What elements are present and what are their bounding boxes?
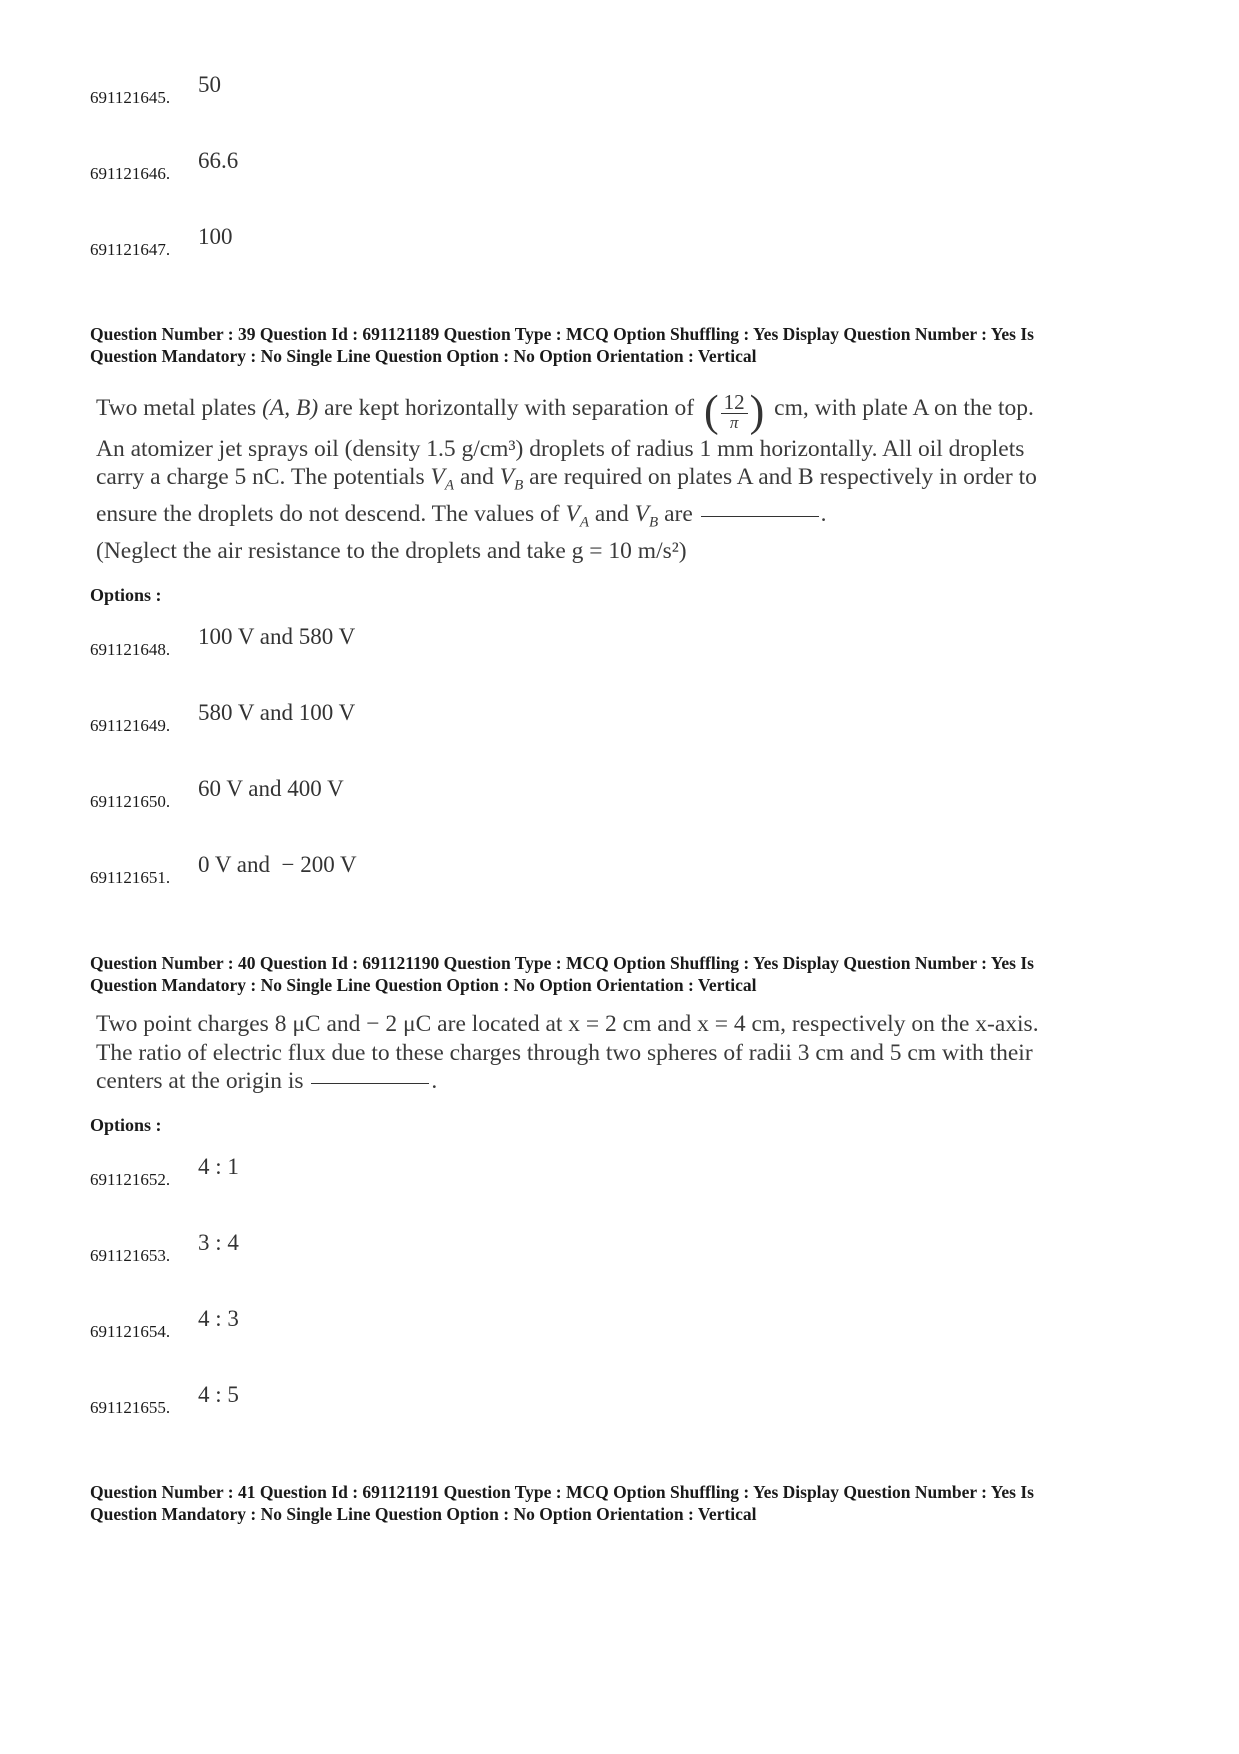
question-line-5: (Neglect the air resistance to the droplets and take g = 10 m/s²) [96, 538, 687, 565]
option-id: 691121649. [90, 716, 171, 735]
option-id: 691121655. [90, 1398, 171, 1417]
option-value: 60 V and 400 V [198, 776, 344, 801]
option-value: 100 [198, 224, 233, 249]
question-meta [90, 1481, 1170, 1525]
meta-line-1: Question Number : 41 Question Id : 691121191 Question Type : MCQ Option Shuffling : Yes Display Question Number : Yes Is [90, 1482, 1034, 1502]
question-line-3: centers at the origin is . [96, 1068, 438, 1094]
option-id: 691121653. [90, 1246, 171, 1265]
question-line-4: ensure the droplets do not descend. The values of $V_A$ and $V_B$ are . [96, 501, 827, 531]
question-text [96, 1010, 1176, 1096]
question-line-1: Two metal plates (A, B) are kept horizontally with separation of ( $\frac{12}{\pi}$ ) cm, with plate A on the top. [96, 386, 1034, 436]
option-value: 100 V and 580 V [198, 624, 356, 649]
options-label: Options : [90, 585, 162, 605]
question-meta [90, 952, 1170, 996]
meta-line-2: Question Mandatory : No Single Line Question Option : No Option Orientation : Vertical [90, 1504, 757, 1524]
meta-line-1: Question Number : 40 Question Id : 691121190 Question Type : MCQ Option Shuffling : Yes Display Question Number : Yes Is [90, 953, 1034, 973]
answer-blank [701, 516, 819, 517]
option-value: 0 V and − 200 V [198, 852, 357, 877]
option-id: 691121652. [90, 1170, 171, 1189]
meta-line-2: Question Mandatory : No Single Line Question Option : No Option Orientation : Vertical [90, 975, 757, 995]
option-value: 4 : 1 [198, 1154, 239, 1179]
option-value: 580 V and 100 V [198, 700, 356, 725]
option-value: 50 [198, 72, 221, 97]
option-value: 4 : 3 [198, 1306, 239, 1331]
option-id: 691121645. [90, 88, 171, 107]
meta-line-1: Question Number : 39 Question Id : 691121189 Question Type : MCQ Option Shuffling : Yes Display Question Number : Yes Is [90, 324, 1034, 344]
question-line-3: carry a charge 5 nC. The potentials $V_A$ and $V_B$ are required on plates A and B respectively in order to [96, 464, 1037, 494]
option-id: 691121648. [90, 640, 171, 659]
question-line-2: The ratio of electric flux due to these charges through two spheres of radii 3 cm and 5 cm with their [96, 1039, 1033, 1066]
question-line-2: An atomizer jet sprays oil (density 1.5 g/cm³) droplets of radius 1 mm horizontally. All oil droplets [96, 435, 1025, 462]
question-text [96, 383, 1176, 566]
options-label: Options : [90, 1115, 162, 1135]
question-line-1: Two point charges 8 μC and − 2 μC are located at x = 2 cm and x = 4 cm, respectively on the x-axis. [96, 1011, 1039, 1037]
meta-line-2: Question Mandatory : No Single Line Question Option : No Option Orientation : Vertical [90, 346, 757, 366]
option-id: 691121651. [90, 868, 171, 887]
option-value: 3 : 4 [198, 1230, 239, 1255]
answer-blank [311, 1083, 429, 1084]
option-value: 4 : 5 [198, 1382, 239, 1407]
fraction: ( $\frac{12}{\pi}$ ) [703, 386, 765, 436]
option-value: 66.6 [198, 148, 239, 173]
question-meta [90, 323, 1170, 367]
option-id: 691121654. [90, 1322, 171, 1341]
option-id: 691121650. [90, 792, 171, 811]
option-id: 691121647. [90, 240, 171, 259]
option-id: 691121646. [90, 164, 171, 183]
